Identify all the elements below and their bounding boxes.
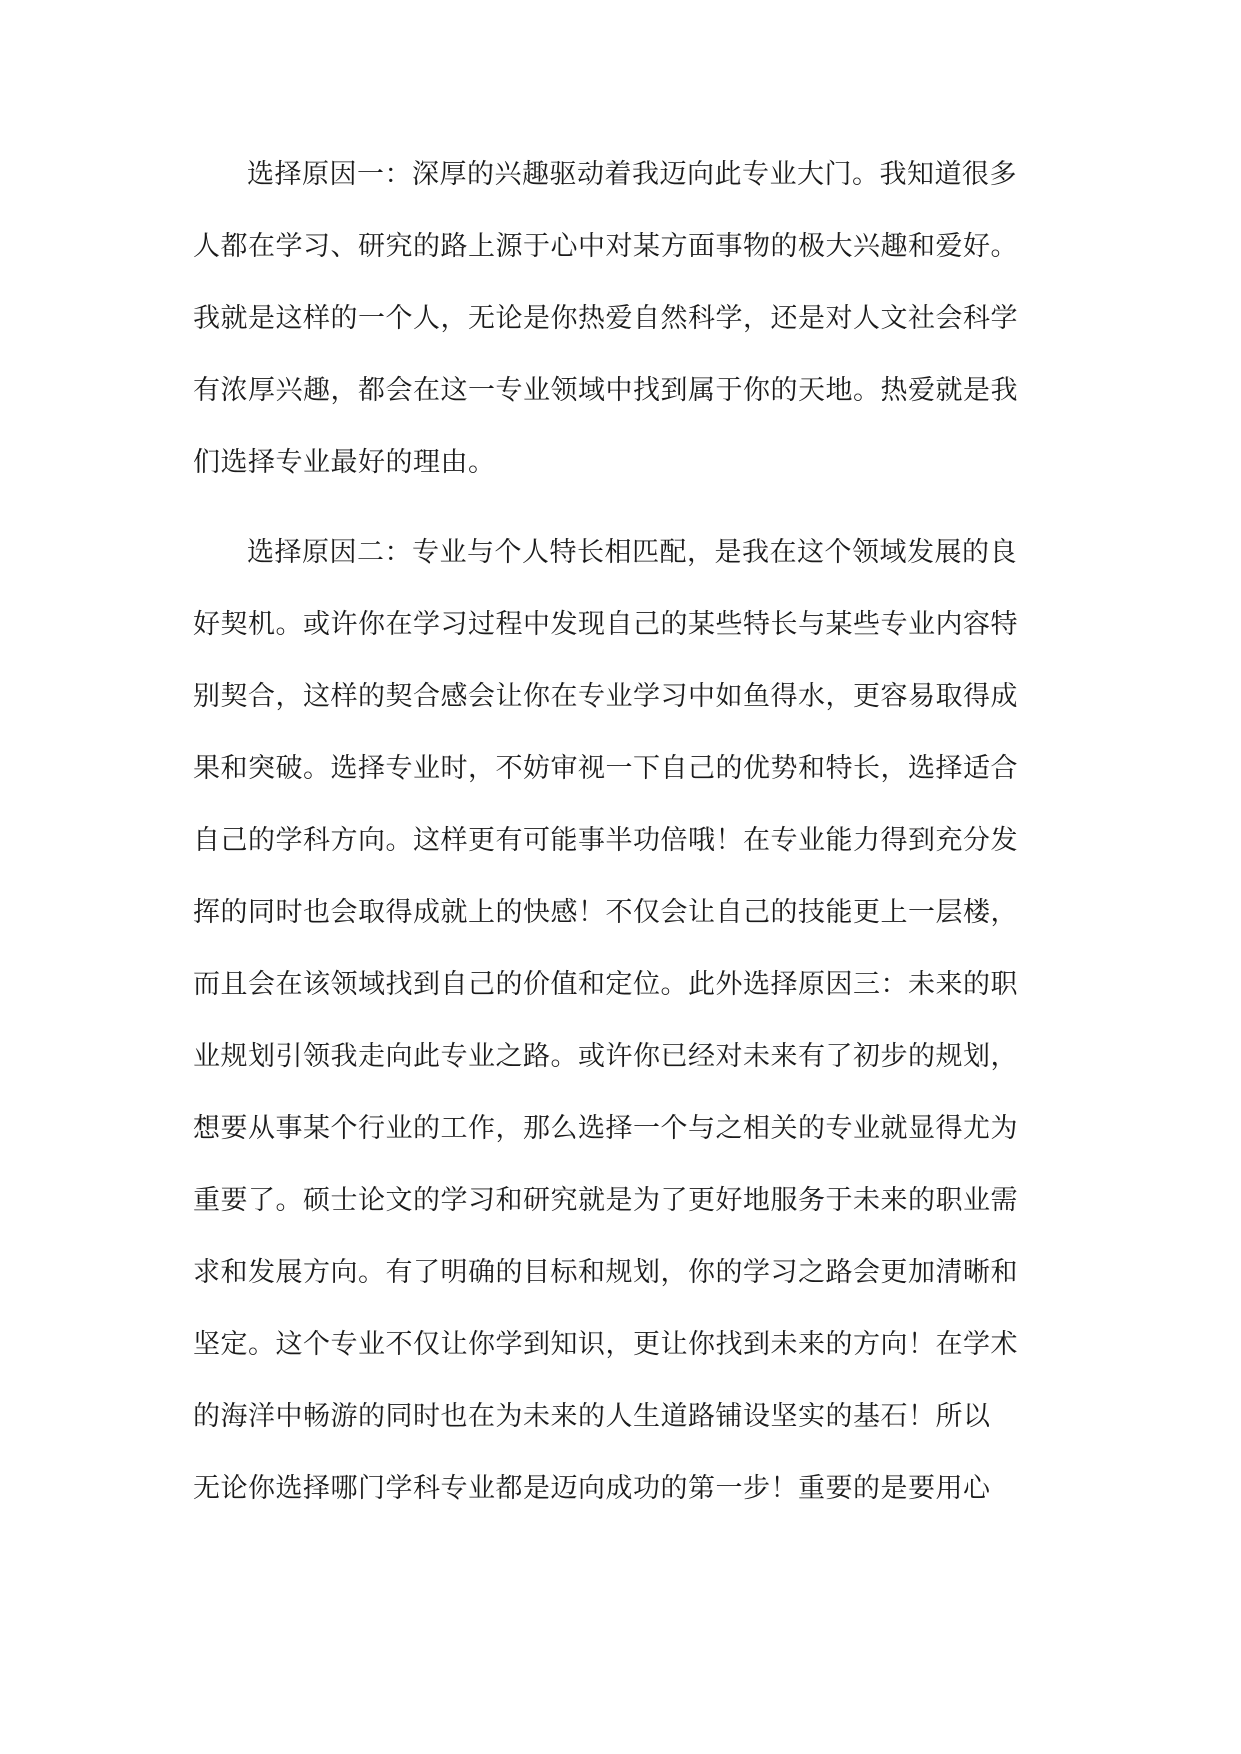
paragraph-2-line-10: 重要了。硕士论文的学习和研究就是为了更好地服务于未来的职业需 <box>193 1185 1018 1216</box>
paragraph-2-line-9: 想要从事某个行业的工作，那么选择一个与之相关的专业就显得尤为 <box>193 1113 1018 1144</box>
paragraph-1-line-1: 选择原因一：深厚的兴趣驱动着我迈向此专业大门。我知道很多 <box>247 159 1017 190</box>
paragraph-2-line-1: 选择原因二：专业与个人特长相匹配，是我在这个领域发展的良 <box>247 537 1017 568</box>
paragraph-2-line-12: 坚定。这个专业不仅让你学到知识，更让你找到未来的方向！在学术 <box>193 1329 1018 1360</box>
paragraph-2-line-2: 好契机。或许你在学习过程中发现自己的某些特长与某些专业内容特 <box>193 609 1018 640</box>
paragraph-2-line-3: 别契合，这样的契合感会让你在专业学习中如鱼得水，更容易取得成 <box>193 681 1018 712</box>
paragraph-2-line-11: 求和发展方向。有了明确的目标和规划，你的学习之路会更加清晰和 <box>193 1257 1018 1288</box>
paragraph-2-line-6: 挥的同时也会取得成就上的快感！不仅会让自己的技能更上一层楼， <box>193 897 1018 928</box>
paragraph-2-line-13: 的海洋中畅游的同时也在为未来的人生道路铺设坚实的基石！所以 <box>193 1401 991 1432</box>
paragraph-2-line-4: 果和突破。选择专业时，不妨审视一下自己的优势和特长，选择适合 <box>193 753 1018 784</box>
paragraph-2-line-8: 业规划引领我走向此专业之路。或许你已经对未来有了初步的规划， <box>193 1041 1018 1072</box>
paragraph-2-line-7: 而且会在该领域找到自己的价值和定位。此外选择原因三：未来的职 <box>193 969 1018 1000</box>
paragraph-1-line-4: 有浓厚兴趣，都会在这一专业领域中找到属于你的天地。热爱就是我 <box>193 375 1018 406</box>
paragraph-2-line-14: 无论你选择哪门学科专业都是迈向成功的第一步！重要的是要用心 <box>193 1473 991 1504</box>
paragraph-1-line-3: 我就是这样的一个人，无论是你热爱自然科学，还是对人文社会科学 <box>193 303 1018 334</box>
paragraph-1-line-5: 们选择专业最好的理由。 <box>193 447 496 478</box>
paragraph-1-line-2: 人都在学习、研究的路上源于心中对某方面事物的极大兴趣和爱好。 <box>193 231 1018 262</box>
paragraph-2-line-5: 自己的学科方向。这样更有可能事半功倍哦！在专业能力得到充分发 <box>193 825 1018 856</box>
